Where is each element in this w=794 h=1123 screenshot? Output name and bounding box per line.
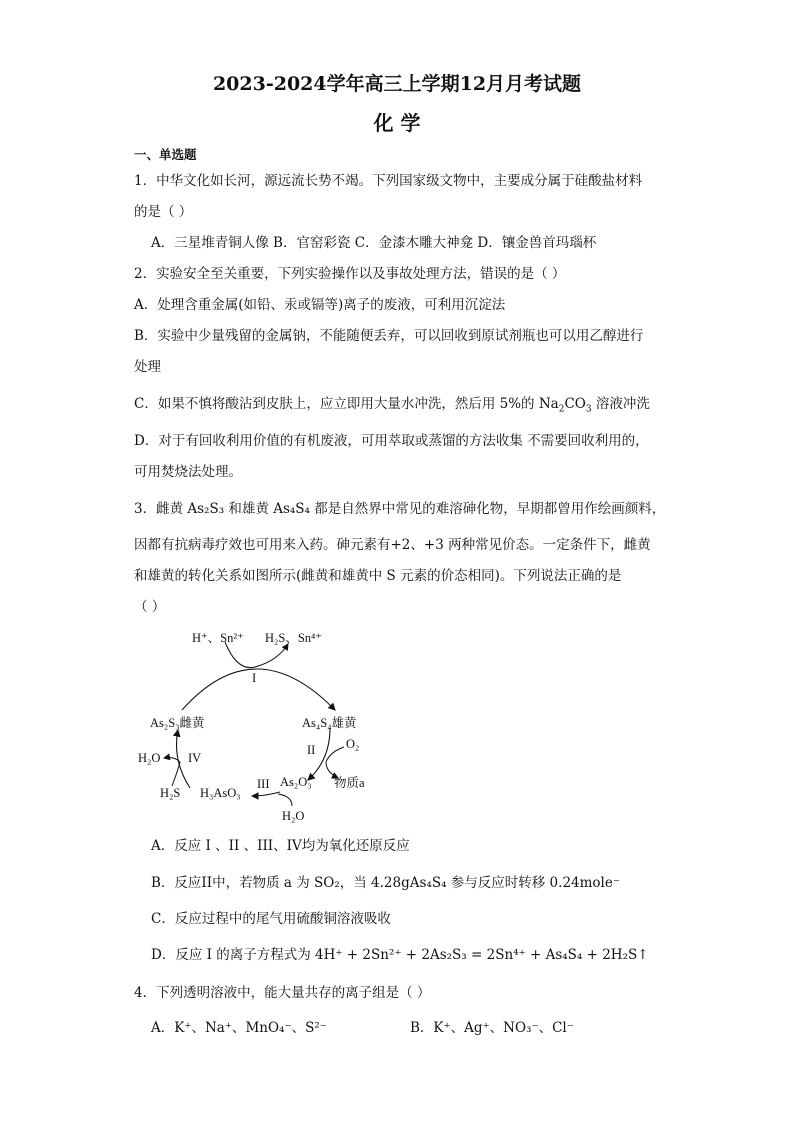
reagent-in-arrow: [225, 642, 258, 668]
label-reaction-iv: IV: [188, 751, 202, 765]
label-o2: O₂: [346, 737, 360, 751]
reagent-out-arrow: [258, 644, 288, 666]
q4-option-b: B．K⁺、Ag⁺、NO₃⁻、Cl⁻: [410, 1020, 574, 1036]
q2-option-c-formula-na: Na: [538, 396, 559, 412]
label-h2s: H₂S: [160, 786, 181, 800]
q1-stem-line1: 1．中华文化如长河，源远流长势不竭。下列国家级文物中，主要成分属于硅酸盐材料: [134, 173, 643, 189]
q4-option-a: A．K⁺、Na⁺、MnO₄⁻、S²⁻: [151, 1020, 327, 1036]
label-reaction-i: I: [252, 671, 257, 685]
node-as4s4: As₄S₄雄黄: [302, 716, 357, 730]
label-top-left: H⁺、Sn²⁺: [192, 631, 244, 645]
subject-title: 化 学: [373, 111, 421, 135]
q3-option-c: C．反应过程中的尾气用硫酸铜溶液吸收: [151, 911, 391, 927]
h2o-in-arrow: [278, 794, 292, 806]
q3-stem-line1: 3．雌黄 As₂S₃ 和雄黄 As₄S₄ 都是自然界中常见的难溶砷化物，早期都曾用作绘画颜料，: [134, 501, 666, 517]
node-as2o3: As₂O₃: [280, 775, 312, 789]
q2-option-c-sub1: 2: [558, 404, 565, 415]
q4-stem: 4．下列透明溶液中，能大量共存的离子组是（ ）: [134, 985, 431, 1001]
q2-option-c-sub2: 3: [585, 404, 592, 415]
q2-option-c-tail: 溶液冲洗: [591, 396, 650, 412]
q3-stem-line2: 因都有抗病毒疗效也可用来入药。砷元素有+2、+3 两种常见价态。一定条件下，雌黄: [134, 537, 651, 553]
q1-stem-line2: 的是（ ）: [134, 204, 193, 220]
arc-reaction-iii: [252, 792, 280, 796]
q2-option-c-text: C．如果不慎将酸沾到皮肤上，应立即用大量水冲洗，然后用 5%的: [134, 396, 539, 412]
label-reaction-ii: II: [307, 743, 316, 757]
q2-stem: 2．实验安全至关重要，下列实验操作以及事故处理方法，错误的是（ ）: [134, 266, 566, 282]
arc-reaction-i: [182, 669, 335, 710]
label-top-right: H₂S、Sn⁴⁺: [265, 631, 322, 645]
q3-stem-line4: （ ）: [134, 599, 166, 615]
q2-option-c: [134, 395, 650, 413]
q3-stem-line3: 和雄黄的转化关系如图所示(雌黄和雄黄中 S 元素的价态相同)。下列说法正确的是: [134, 568, 622, 584]
label-h2o-bottom: H₂O: [282, 809, 305, 823]
h2s-in-arrow: [172, 762, 180, 786]
label-substance-a: 物质a: [334, 776, 365, 790]
q3-option-a: A．反应 I 、II 、III、IV均为氧化还原反应: [151, 838, 410, 854]
q3-option-b: B．反应II中，若物质 a 为 SO₂，当 4.28gAs₄S₄ 参与反应时转移 0.24mole⁻: [151, 875, 620, 891]
q2-option-b-line1: B．实验中少量残留的金属钠，不能随便丢弃，可以回收到原试剂瓶也可以用乙醇进行: [134, 328, 644, 344]
q2-option-d-line1: D．对于有回收利用价值的有机废液，可用萃取或蒸馏的方法收集 不需要回收利用的，: [134, 433, 649, 449]
q2-option-c-formula-co: CO: [564, 396, 586, 412]
exam-title: 2023-2024学年高三上学期12月月考试题: [212, 73, 582, 95]
q2-option-a: A．处理含重金属(如铅、汞或镉等)离子的废液，可利用沉淀法: [134, 297, 506, 313]
o2-in-arrow: [326, 747, 344, 762]
section-heading: 一、单选题: [134, 147, 197, 162]
node-h3aso3: H₃AsO₃: [200, 786, 241, 800]
label-reaction-iii: III: [257, 777, 270, 791]
node-as2s3: As₂S₃雌黄: [150, 716, 205, 730]
reaction-cycle-diagram: [130, 620, 390, 830]
label-h2o-left: H₂O: [138, 751, 161, 765]
q2-option-b-line2: 处理: [134, 359, 161, 375]
q2-option-d-line2: 可用焚烧法处理。: [134, 464, 242, 480]
q3-option-d: D．反应 I 的离子方程式为 4H⁺ + 2Sn²⁺ + 2As₂S₃ = 2Sn⁴⁺ + As₄S₄ + 2H₂S↑: [151, 947, 649, 963]
q1-options: A．三星堆青铜人像 B．官窑彩瓷 C．金漆木雕大神龛 D．镶金兽首玛瑙杯: [151, 235, 597, 251]
